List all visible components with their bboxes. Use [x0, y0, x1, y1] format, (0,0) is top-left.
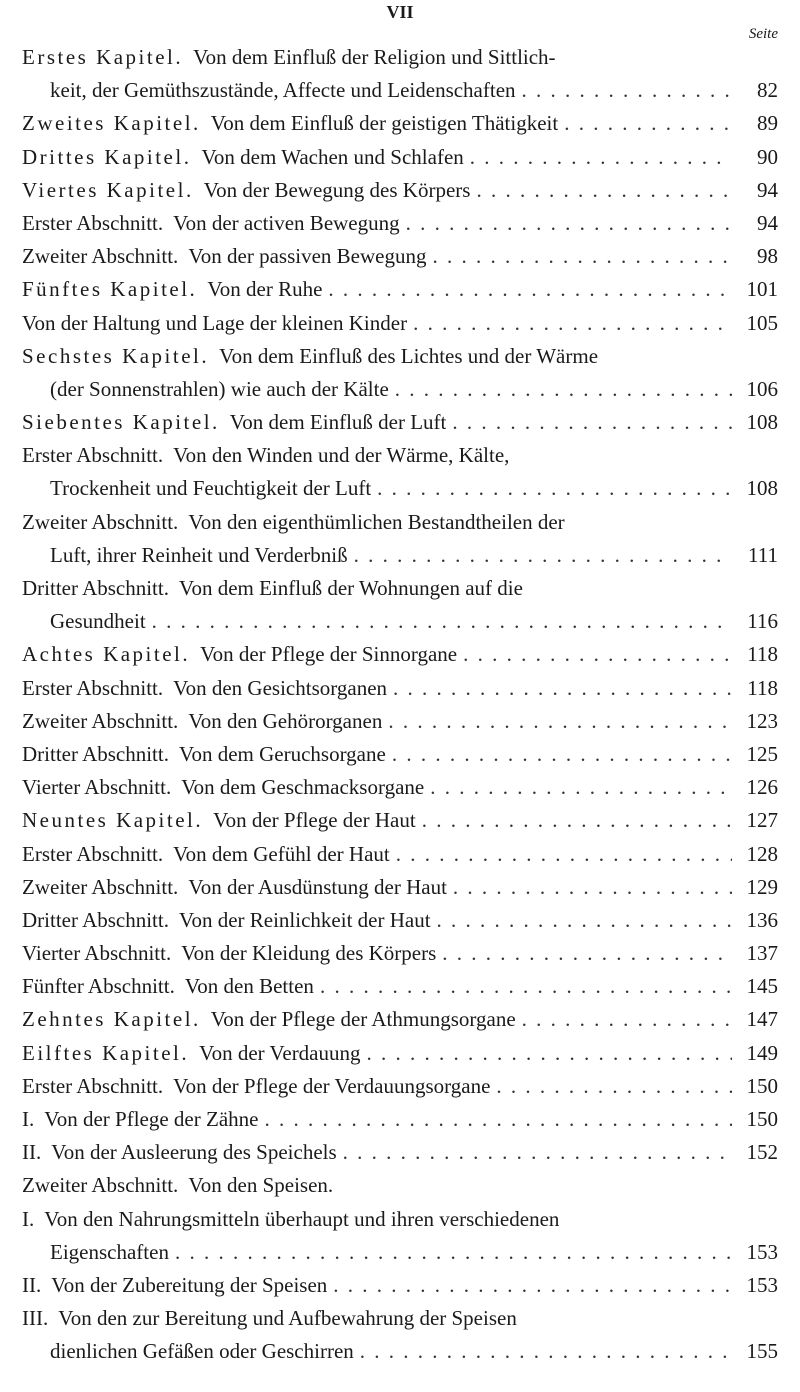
toc-entry: [22, 1302, 778, 1335]
page-reference: 101: [746, 277, 778, 302]
toc-entry: [22, 1070, 778, 1103]
page-reference: 94: [757, 210, 778, 235]
toc-entry: [22, 871, 778, 904]
entry-heading: Erster Abschnitt.: [22, 841, 164, 866]
dot-leader: [328, 273, 732, 306]
page-reference: 127: [746, 808, 778, 833]
toc-entry: [22, 1203, 778, 1236]
page-reference: 126: [746, 775, 778, 800]
page-reference: 136: [746, 907, 778, 932]
page-reference: 123: [746, 708, 778, 733]
entry-title: Von der Ausdünstung der Haut: [188, 874, 447, 899]
toc-entry: [22, 937, 778, 970]
entry-heading: Zweiter Abschnitt.: [22, 1173, 179, 1198]
entry-heading: II.: [22, 1140, 42, 1165]
entry-title: Von dem Einfluß des Lichtes und der Wärme: [219, 343, 599, 368]
page-reference: 125: [746, 741, 778, 766]
entry-heading: Erstes Kapitel.: [22, 45, 184, 69]
dot-leader: [396, 838, 732, 871]
entry-title: Von der Haltung und Lage der kleinen Kinder: [22, 310, 408, 335]
entry-heading: Siebentes Kapitel.: [22, 410, 220, 435]
entry-title: Von dem Einfluß der Religion und Sittlich-: [193, 45, 556, 69]
page-reference: 108: [746, 410, 778, 435]
entry-heading: Zweites Kapitel.: [22, 111, 201, 136]
dot-leader: [264, 1103, 732, 1136]
toc-entry: [22, 141, 778, 174]
entry-title: Von der Ruhe: [207, 277, 323, 302]
dot-leader: [452, 406, 732, 439]
page-reference: 129: [746, 874, 778, 899]
page-reference: 145: [746, 974, 778, 999]
entry-title: Von den Nahrungsmitteln überhaupt und ihren verschiedenen: [44, 1206, 560, 1231]
toc-entry: [22, 970, 778, 1003]
dot-leader: [496, 1070, 732, 1103]
entry-title: Eigenschaften: [50, 1239, 169, 1264]
page-reference: 118: [747, 642, 778, 667]
entry-title: Von den Gehörorganen: [188, 708, 383, 733]
toc-entry: [22, 838, 778, 871]
entry-heading: Erster Abschnitt.: [22, 210, 164, 235]
dot-leader: [522, 74, 732, 107]
entry-title: (der Sonnenstrahlen) wie auch der Kälte: [50, 376, 389, 401]
entry-heading: Vierter Abschnitt.: [22, 775, 172, 800]
page-reference: 152: [746, 1140, 778, 1165]
entry-heading: Zweiter Abschnitt.: [22, 509, 179, 534]
dot-leader: [175, 1236, 732, 1269]
entry-title: Von den Betten: [184, 974, 314, 999]
toc-entry: [22, 738, 778, 771]
entry-heading: Erster Abschnitt.: [22, 1073, 164, 1098]
toc-entry: [22, 174, 778, 207]
page-reference: 82: [757, 78, 778, 103]
entry-heading: Vierter Abschnitt.: [22, 941, 172, 966]
page-reference: 106: [746, 376, 778, 401]
entry-title: Von der activen Bewegung: [173, 210, 400, 235]
dot-leader: [453, 871, 732, 904]
dot-leader: [470, 141, 732, 174]
dot-leader: [437, 904, 732, 937]
dot-leader: [152, 605, 732, 638]
entry-title: Von der Bewegung des Körpers: [203, 177, 471, 202]
entry-title: Von dem Wachen und Schlafen: [201, 144, 464, 169]
page-number: VII: [386, 2, 414, 22]
page-reference: 105: [746, 310, 778, 335]
entry-title: Von dem Gefühl der Haut: [173, 841, 390, 866]
entry-title: Von dem Geschmacksorgane: [181, 775, 425, 800]
entry-heading: Dritter Abschnitt.: [22, 741, 169, 766]
toc-entry: [22, 1269, 778, 1302]
page-reference: 155: [746, 1339, 778, 1364]
toc-entry: [22, 638, 778, 671]
dot-leader: [393, 672, 732, 705]
toc-entry: [22, 41, 778, 74]
toc-entry: [22, 107, 778, 140]
dot-leader: [476, 174, 732, 207]
dot-leader: [343, 1136, 732, 1169]
toc-entry: [22, 273, 778, 306]
page-reference: 98: [757, 244, 778, 269]
page-reference: 108: [746, 476, 778, 501]
entry-heading: Fünfter Abschnitt.: [22, 974, 175, 999]
entry-heading: I.: [22, 1206, 35, 1231]
entry-title: Trockenheit und Feuchtigkeit der Luft: [50, 476, 372, 501]
entry-heading: Zweiter Abschnitt.: [22, 874, 179, 899]
dot-leader: [388, 705, 732, 738]
toc-entry: [22, 307, 778, 340]
toc-entry: [22, 705, 778, 738]
entry-title: Von der Pflege der Zähne: [44, 1107, 259, 1131]
dot-leader: [377, 472, 732, 505]
entry-heading: Drittes Kapitel.: [22, 144, 192, 169]
page-column-label: Seite: [748, 26, 778, 42]
dot-leader: [360, 1335, 732, 1368]
dot-leader: [430, 771, 732, 804]
entry-title: Von der Pflege der Sinnorgane: [200, 642, 458, 667]
page-reference: 94: [757, 177, 778, 202]
entry-title: Von den Winden und der Wärme, Kälte,: [173, 443, 510, 468]
entry-title: Von dem Einfluß der geistigen Thätigkeit: [210, 111, 559, 136]
dot-leader: [564, 107, 732, 140]
dot-leader: [392, 738, 732, 771]
table-of-contents: [22, 41, 778, 1369]
page-reference: 150: [746, 1073, 778, 1098]
toc-entry-continuation: [22, 373, 778, 406]
toc-entry: [22, 1136, 778, 1169]
entry-heading: Erster Abschnitt.: [22, 443, 164, 468]
entry-title: Von der Ausleerung des Speichels: [51, 1140, 337, 1165]
page-reference: 153: [746, 1239, 778, 1264]
entry-heading: III.: [22, 1306, 49, 1331]
toc-entry: [22, 672, 778, 705]
page-reference: 128: [746, 841, 778, 866]
toc-entry: [22, 1169, 778, 1202]
entry-heading: Zehntes Kapitel.: [22, 1007, 201, 1032]
entry-title: Von der Kleidung des Körpers: [181, 941, 437, 966]
entry-heading: Sechstes Kapitel.: [22, 343, 210, 368]
page-reference: 149: [746, 1040, 778, 1065]
toc-entry-continuation: [22, 539, 778, 572]
toc-entry: [22, 572, 778, 605]
toc-entry: [22, 506, 778, 539]
page-reference: 90: [757, 144, 778, 169]
page-reference: 150: [746, 1107, 778, 1131]
entry-heading: Dritter Abschnitt.: [22, 576, 169, 600]
toc-entry-continuation: [22, 605, 778, 638]
toc-entry: [22, 439, 778, 472]
page-reference: 111: [748, 542, 778, 567]
toc-entry-continuation: [22, 472, 778, 505]
entry-title: Von den Speisen.: [188, 1173, 334, 1198]
entry-heading: II.: [22, 1272, 42, 1297]
toc-entry: [22, 1037, 778, 1070]
toc-entry-continuation: [22, 1236, 778, 1269]
entry-title: Von der Pflege der Athmungsorgane: [210, 1007, 516, 1032]
entry-heading: Achtes Kapitel.: [22, 642, 191, 667]
entry-heading: Eilftes Kapitel.: [22, 1040, 190, 1065]
entry-heading: Dritter Abschnitt.: [22, 907, 169, 932]
toc-entry: [22, 804, 778, 837]
dot-leader: [367, 1037, 732, 1070]
page-reference: 153: [746, 1272, 778, 1297]
entry-title: Von der Zubereitung der Speisen: [51, 1272, 328, 1297]
toc-entry: [22, 406, 778, 439]
page-reference: 89: [757, 111, 778, 136]
dot-leader: [406, 207, 732, 240]
entry-heading: Erster Abschnitt.: [22, 675, 164, 700]
toc-entry: [22, 207, 778, 240]
entry-heading: I.: [22, 1107, 35, 1131]
toc-entry-continuation: [22, 74, 778, 107]
entry-title: Von dem Einfluß der Luft: [229, 410, 447, 435]
dot-leader: [432, 240, 732, 273]
page-reference: 147: [746, 1007, 778, 1032]
page-reference: 116: [747, 609, 778, 634]
toc-entry-continuation: [22, 1335, 778, 1368]
toc-entry: [22, 1003, 778, 1036]
entry-title: Von den Gesichtsorganen: [173, 675, 388, 700]
entry-title: Von dem Geruchsorgane: [178, 741, 386, 766]
entry-title: Von den eigenthümlichen Bestandtheilen der: [188, 509, 565, 534]
entry-heading: Fünftes Kapitel.: [22, 277, 198, 302]
entry-title: Von der Pflege der Haut: [213, 808, 416, 833]
entry-title: keit, der Gemüthszustände, Affecte und Leidenschaften: [50, 78, 516, 103]
entry-title: Von den zur Bereitung und Aufbewahrung der Speisen: [58, 1306, 517, 1331]
entry-heading: Zweiter Abschnitt.: [22, 708, 179, 733]
dot-leader: [333, 1269, 732, 1302]
page-reference: 118: [747, 675, 778, 700]
entry-title: Von der Pflege der Verdauungsorgane: [173, 1073, 491, 1098]
page-reference: 137: [746, 941, 778, 966]
dot-leader: [442, 937, 732, 970]
toc-entry: [22, 1103, 778, 1136]
entry-heading: Neuntes Kapitel.: [22, 808, 204, 833]
entry-title: Gesundheit: [50, 609, 146, 634]
toc-entry: [22, 240, 778, 273]
dot-leader: [354, 539, 732, 572]
entry-title: Von der passiven Bewegung: [188, 244, 427, 269]
dot-leader: [522, 1003, 732, 1036]
toc-entry: [22, 771, 778, 804]
entry-title: Von dem Einfluß der Wohnungen auf die: [178, 576, 523, 600]
dot-leader: [395, 373, 732, 406]
dot-leader: [413, 307, 732, 340]
entry-heading: Viertes Kapitel.: [22, 177, 194, 202]
toc-entry: [22, 340, 778, 373]
toc-entry: [22, 904, 778, 937]
entry-title: dienlichen Gefäßen oder Geschirren: [50, 1339, 354, 1364]
entry-heading: Zweiter Abschnitt.: [22, 244, 179, 269]
dot-leader: [422, 804, 732, 837]
entry-title: Von der Reinlichkeit der Haut: [178, 907, 431, 932]
dot-leader: [320, 970, 732, 1003]
dot-leader: [463, 638, 732, 671]
entry-title: Von der Verdauung: [199, 1040, 361, 1065]
entry-title: Luft, ihrer Reinheit und Verderbniß: [50, 542, 348, 567]
